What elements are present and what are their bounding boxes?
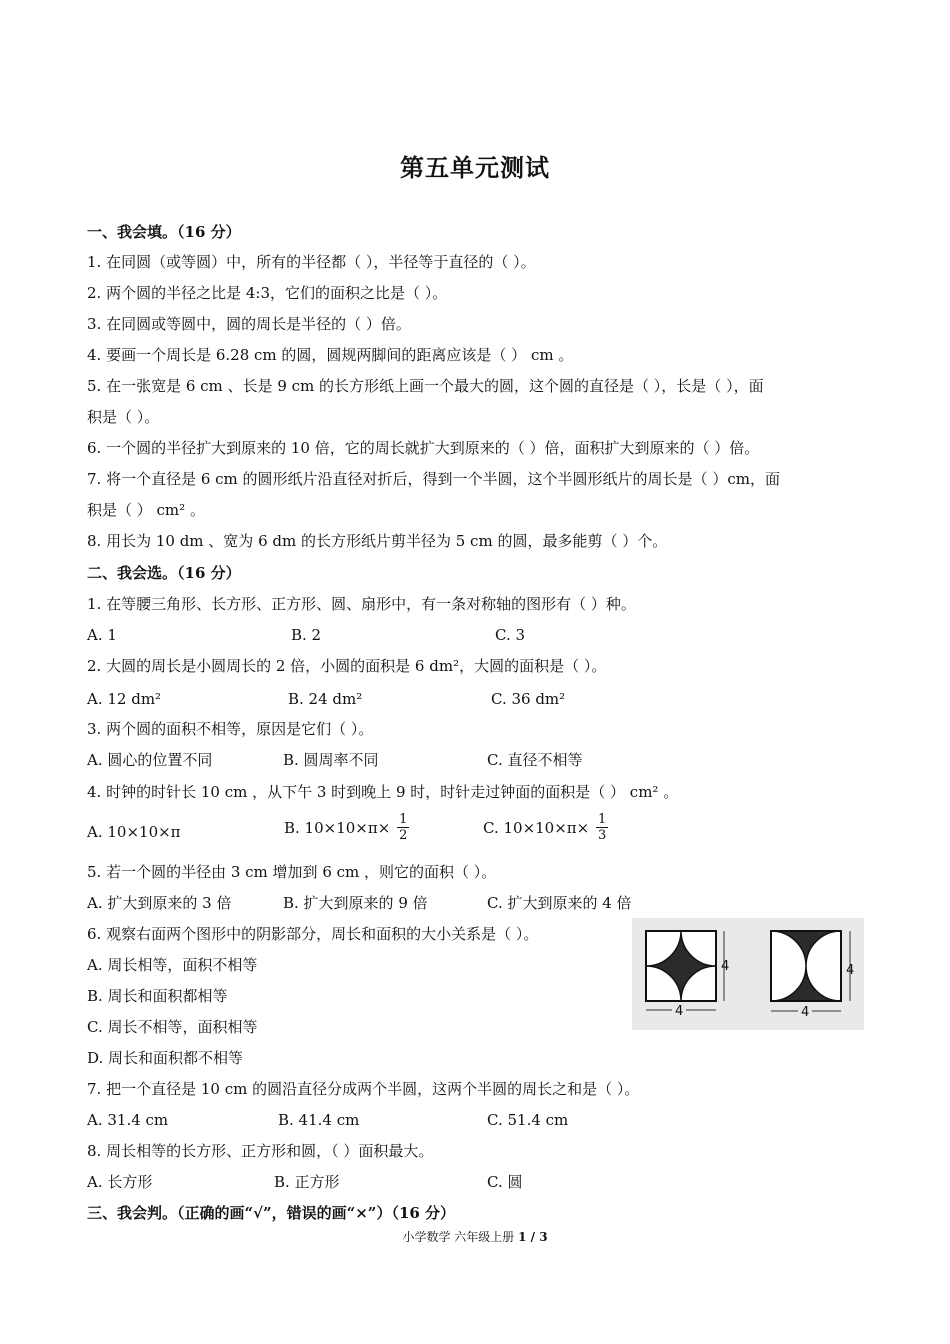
option-c: C. 3 [495,626,526,644]
option-b: B. 正方形 [274,1173,340,1191]
option-a: A. 圆心的位置不同 [87,751,213,769]
choice-options-5 [87,893,787,917]
shaded-figures-image [632,918,864,1030]
fill-question-6: 6. 一个圆的半径扩大到原来的 10 倍，它的周长就扩大到原来的（ ）倍，面积扩大到原来的（ ）倍。 [87,439,760,457]
option-a: A. 12 dm² [87,690,162,708]
option-a: A. 扩大到原来的 3 倍 [87,894,232,912]
choice-question-7: 7. 把一个直径是 10 cm 的圆沿直径分成两个半圆，这两个半圆的周长之和是（ ）。 [87,1080,640,1098]
option-c [483,812,608,843]
footer-text: 小学数学 六年级上册 [402,1230,515,1244]
left-height-label: 4 [721,959,730,974]
fill-question-2: 2. 两个圆的半径之比是 4:3，它们的面积之比是（ ）。 [87,284,448,302]
page-title: 第五单元测试 [400,153,550,182]
choice-options-1 [87,625,787,649]
left-width-label: 4 [675,1004,684,1019]
fill-question-5: 5. 在一张宽是 6 cm 、长是 9 cm 的长方形纸上画一个最大的圆，这个圆的直径是（ ），长是（ ），面 [87,377,764,395]
fraction-denominator: 2 [399,828,408,843]
choice-question-5: 5. 若一个圆的半径由 3 cm 增加到 6 cm ，则它的面积（ ）。 [87,863,497,881]
choice-question-3: 3. 两个圆的面积不相等，原因是它们（ ）。 [87,720,374,738]
option-b-text: B. 10×10×π× [284,818,391,837]
fill-question-3: 3. 在同圆或等圆中，圆的周长是半径的（ ）倍。 [87,315,411,333]
fraction-one-third [596,812,608,843]
option-b: B. 24 dm² [288,690,363,708]
fraction-one-half [397,812,409,843]
fill-question-8: 8. 用长为 10 dm 、宽为 6 dm 的长方形纸片剪半径为 5 cm 的圆，最多能剪（ ）个。 [87,532,668,550]
fill-question-1: 1. 在同圆（或等圆）中，所有的半径都（ ），半径等于直径的（ ）。 [87,253,536,271]
option-b: B. 圆周率不同 [283,751,379,769]
choice-question-6: 6. 观察右面两个图形中的阴影部分，周长和面积的大小关系是（ ）。 [87,925,539,943]
choice-options-7 [87,1110,787,1134]
option-a: A. 周长相等，面积不相等 [87,956,258,974]
fraction-numerator: 1 [598,812,607,827]
option-b: B. 扩大到原来的 9 倍 [283,894,428,912]
option-c: C. 51.4 cm [487,1111,569,1129]
page-number: 1 / 3 [518,1230,548,1244]
option-c: C. 36 dm² [491,690,566,708]
choice-options-8 [87,1172,787,1196]
section-heading-fill: 一、我会填。（16 分） [87,223,241,241]
option-c-text: C. 10×10×π× [483,818,590,837]
option-b [284,812,409,843]
fill-question-7: 7. 将一个直径是 6 cm 的圆形纸片沿直径对折后，得到一个半圆，这个半圆形纸片的周长是（ ）cm，面 [87,470,780,488]
shaded-figures-svg [632,918,864,1030]
section-heading-choose: 二、我会选。（16 分） [87,564,241,582]
right-height-label: 4 [846,963,855,978]
option-a: A. 31.4 cm [87,1111,169,1129]
option-d: D. 周长和面积都不相等 [87,1049,244,1067]
choice-question-1: 1. 在等腰三角形、长方形、正方形、圆、扇形中，有一条对称轴的图形有（ ）种。 [87,595,636,613]
option-c: C. 周长不相等，面积相等 [87,1018,258,1036]
page-footer [0,1228,950,1245]
choice-options-4 [87,812,787,856]
option-a: A. 1 [87,626,117,644]
section-heading-judge: 三、我会判。（正确的画“√”，错误的画“×”）（16 分） [87,1204,456,1222]
option-c: C. 直径不相等 [487,751,583,769]
fill-question-4: 4. 要画一个周长是 6.28 cm 的圆，圆规两脚间的距离应该是（ ） cm 。 [87,346,574,364]
option-b: B. 41.4 cm [278,1111,360,1129]
option-b: B. 周长和面积都相等 [87,987,228,1005]
option-b: B. 2 [291,626,322,644]
option-a: A. 10×10×π [87,823,181,841]
choice-question-2: 2. 大圆的周长是小圆周长的 2 倍，小圆的面积是 6 dm²，大圆的面积是（ ）。 [87,657,607,675]
fill-question-5-cont: 积是（ ）。 [87,408,160,426]
choice-question-4: 4. 时钟的时针长 10 cm ，从下午 3 时到晚上 9 时，时针走过钟面的面积是（ ） cm² 。 [87,783,679,801]
fraction-numerator: 1 [399,812,408,827]
fraction-denominator: 3 [598,828,607,843]
choice-question-8: 8. 周长相等的长方形、正方形和圆，（ ）面积最大。 [87,1142,434,1160]
choice-options-3 [87,750,787,774]
fill-question-7-cont: 积是（ ） cm² 。 [87,501,205,519]
option-c: C. 扩大到原来的 4 倍 [487,894,632,912]
option-c: C. 圆 [487,1173,523,1191]
choice-options-2 [87,689,787,713]
option-a: A. 长方形 [87,1173,153,1191]
right-width-label: 4 [801,1005,810,1020]
